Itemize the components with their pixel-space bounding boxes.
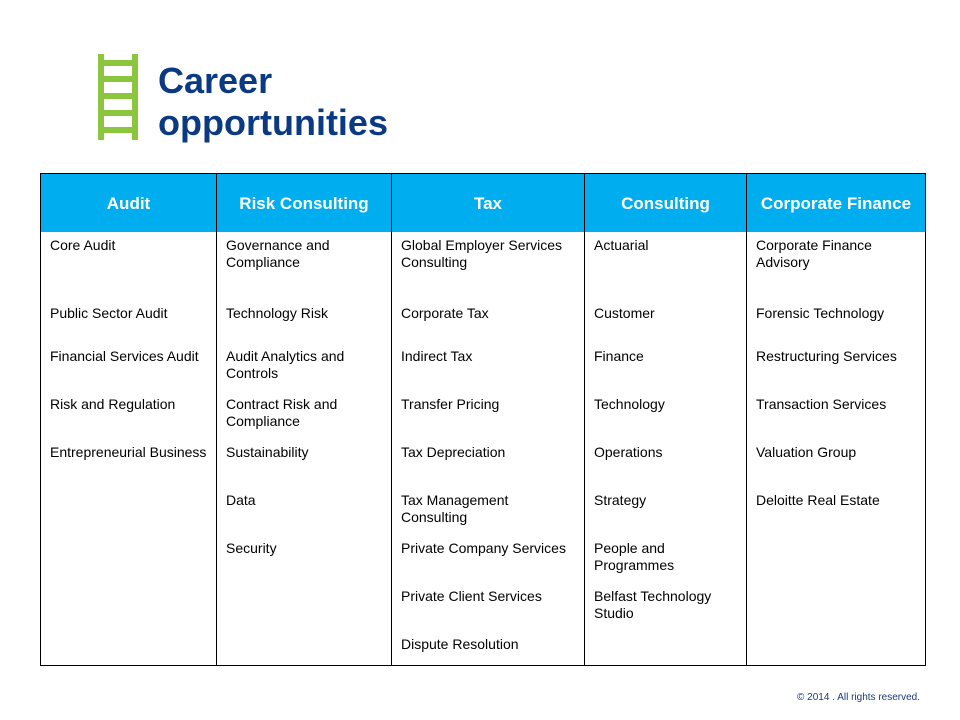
table-cell: Deloitte Real Estate xyxy=(747,487,926,535)
table-cell: Global Employer Services Consulting xyxy=(392,232,585,300)
table-cell: People and Programmes xyxy=(585,535,747,583)
table-cell: Entrepreneurial Business xyxy=(41,439,217,487)
table-cell: Finance xyxy=(585,343,747,391)
career-table xyxy=(40,173,926,666)
table-row xyxy=(41,439,926,487)
table-cell: Technology Risk xyxy=(217,300,392,343)
table-cell: Private Client Services xyxy=(392,583,585,631)
copyright-notice: © 2014 . All rights reserved. xyxy=(797,692,920,703)
page-title xyxy=(158,60,388,144)
table-cell: Public Sector Audit xyxy=(41,300,217,343)
table-cell: Core Audit xyxy=(41,232,217,300)
page-title-line-2: opportunities xyxy=(158,102,388,143)
table-cell xyxy=(217,631,392,666)
table-row xyxy=(41,631,926,666)
table-cell xyxy=(41,631,217,666)
table-cell xyxy=(747,583,926,631)
table-cell: Transaction Services xyxy=(747,391,926,439)
table-cell: Corporate Tax xyxy=(392,300,585,343)
column-header-tax: Tax xyxy=(392,174,585,233)
page-title-line-1: Career xyxy=(158,60,273,101)
table-cell: Forensic Technology xyxy=(747,300,926,343)
table-row xyxy=(41,583,926,631)
table-row xyxy=(41,300,926,343)
table-cell: Data xyxy=(217,487,392,535)
table-cell: Tax Depreciation xyxy=(392,439,585,487)
column-header-audit: Audit xyxy=(41,174,217,233)
table-cell: Private Company Services xyxy=(392,535,585,583)
table-cell: Strategy xyxy=(585,487,747,535)
table-cell: Restructuring Services xyxy=(747,343,926,391)
table-cell: Audit Analytics and Controls xyxy=(217,343,392,391)
table-cell xyxy=(747,631,926,666)
table-cell: Security xyxy=(217,535,392,583)
table-row xyxy=(41,391,926,439)
table-cell: Operations xyxy=(585,439,747,487)
table-cell xyxy=(41,583,217,631)
table-cell xyxy=(41,535,217,583)
table-cell: Technology xyxy=(585,391,747,439)
table-cell: Customer xyxy=(585,300,747,343)
table-cell: Risk and Regulation xyxy=(41,391,217,439)
table-cell: Valuation Group xyxy=(747,439,926,487)
table-cell xyxy=(747,535,926,583)
column-header-risk-consulting: Risk Consulting xyxy=(217,174,392,233)
ladder-icon xyxy=(96,54,140,140)
table-cell: Indirect Tax xyxy=(392,343,585,391)
table-cell: Actuarial xyxy=(585,232,747,300)
table-cell xyxy=(585,631,747,666)
table-cell: Dispute Resolution xyxy=(392,631,585,666)
table-row xyxy=(41,343,926,391)
table-cell: Contract Risk and Compliance xyxy=(217,391,392,439)
table-row xyxy=(41,487,926,535)
table-cell xyxy=(217,583,392,631)
table-row xyxy=(41,232,926,300)
table-cell: Tax Management Consulting xyxy=(392,487,585,535)
table-cell: Transfer Pricing xyxy=(392,391,585,439)
column-header-corporate-finance: Corporate Finance xyxy=(747,174,926,233)
table-header-row xyxy=(41,174,926,233)
table-cell: Governance and Compliance xyxy=(217,232,392,300)
table-cell: Financial Services Audit xyxy=(41,343,217,391)
column-header-consulting: Consulting xyxy=(585,174,747,233)
table-cell: Sustainability xyxy=(217,439,392,487)
table-cell: Corporate Finance Advisory xyxy=(747,232,926,300)
table-cell: Belfast Technology Studio xyxy=(585,583,747,631)
table-cell xyxy=(41,487,217,535)
table-row xyxy=(41,535,926,583)
